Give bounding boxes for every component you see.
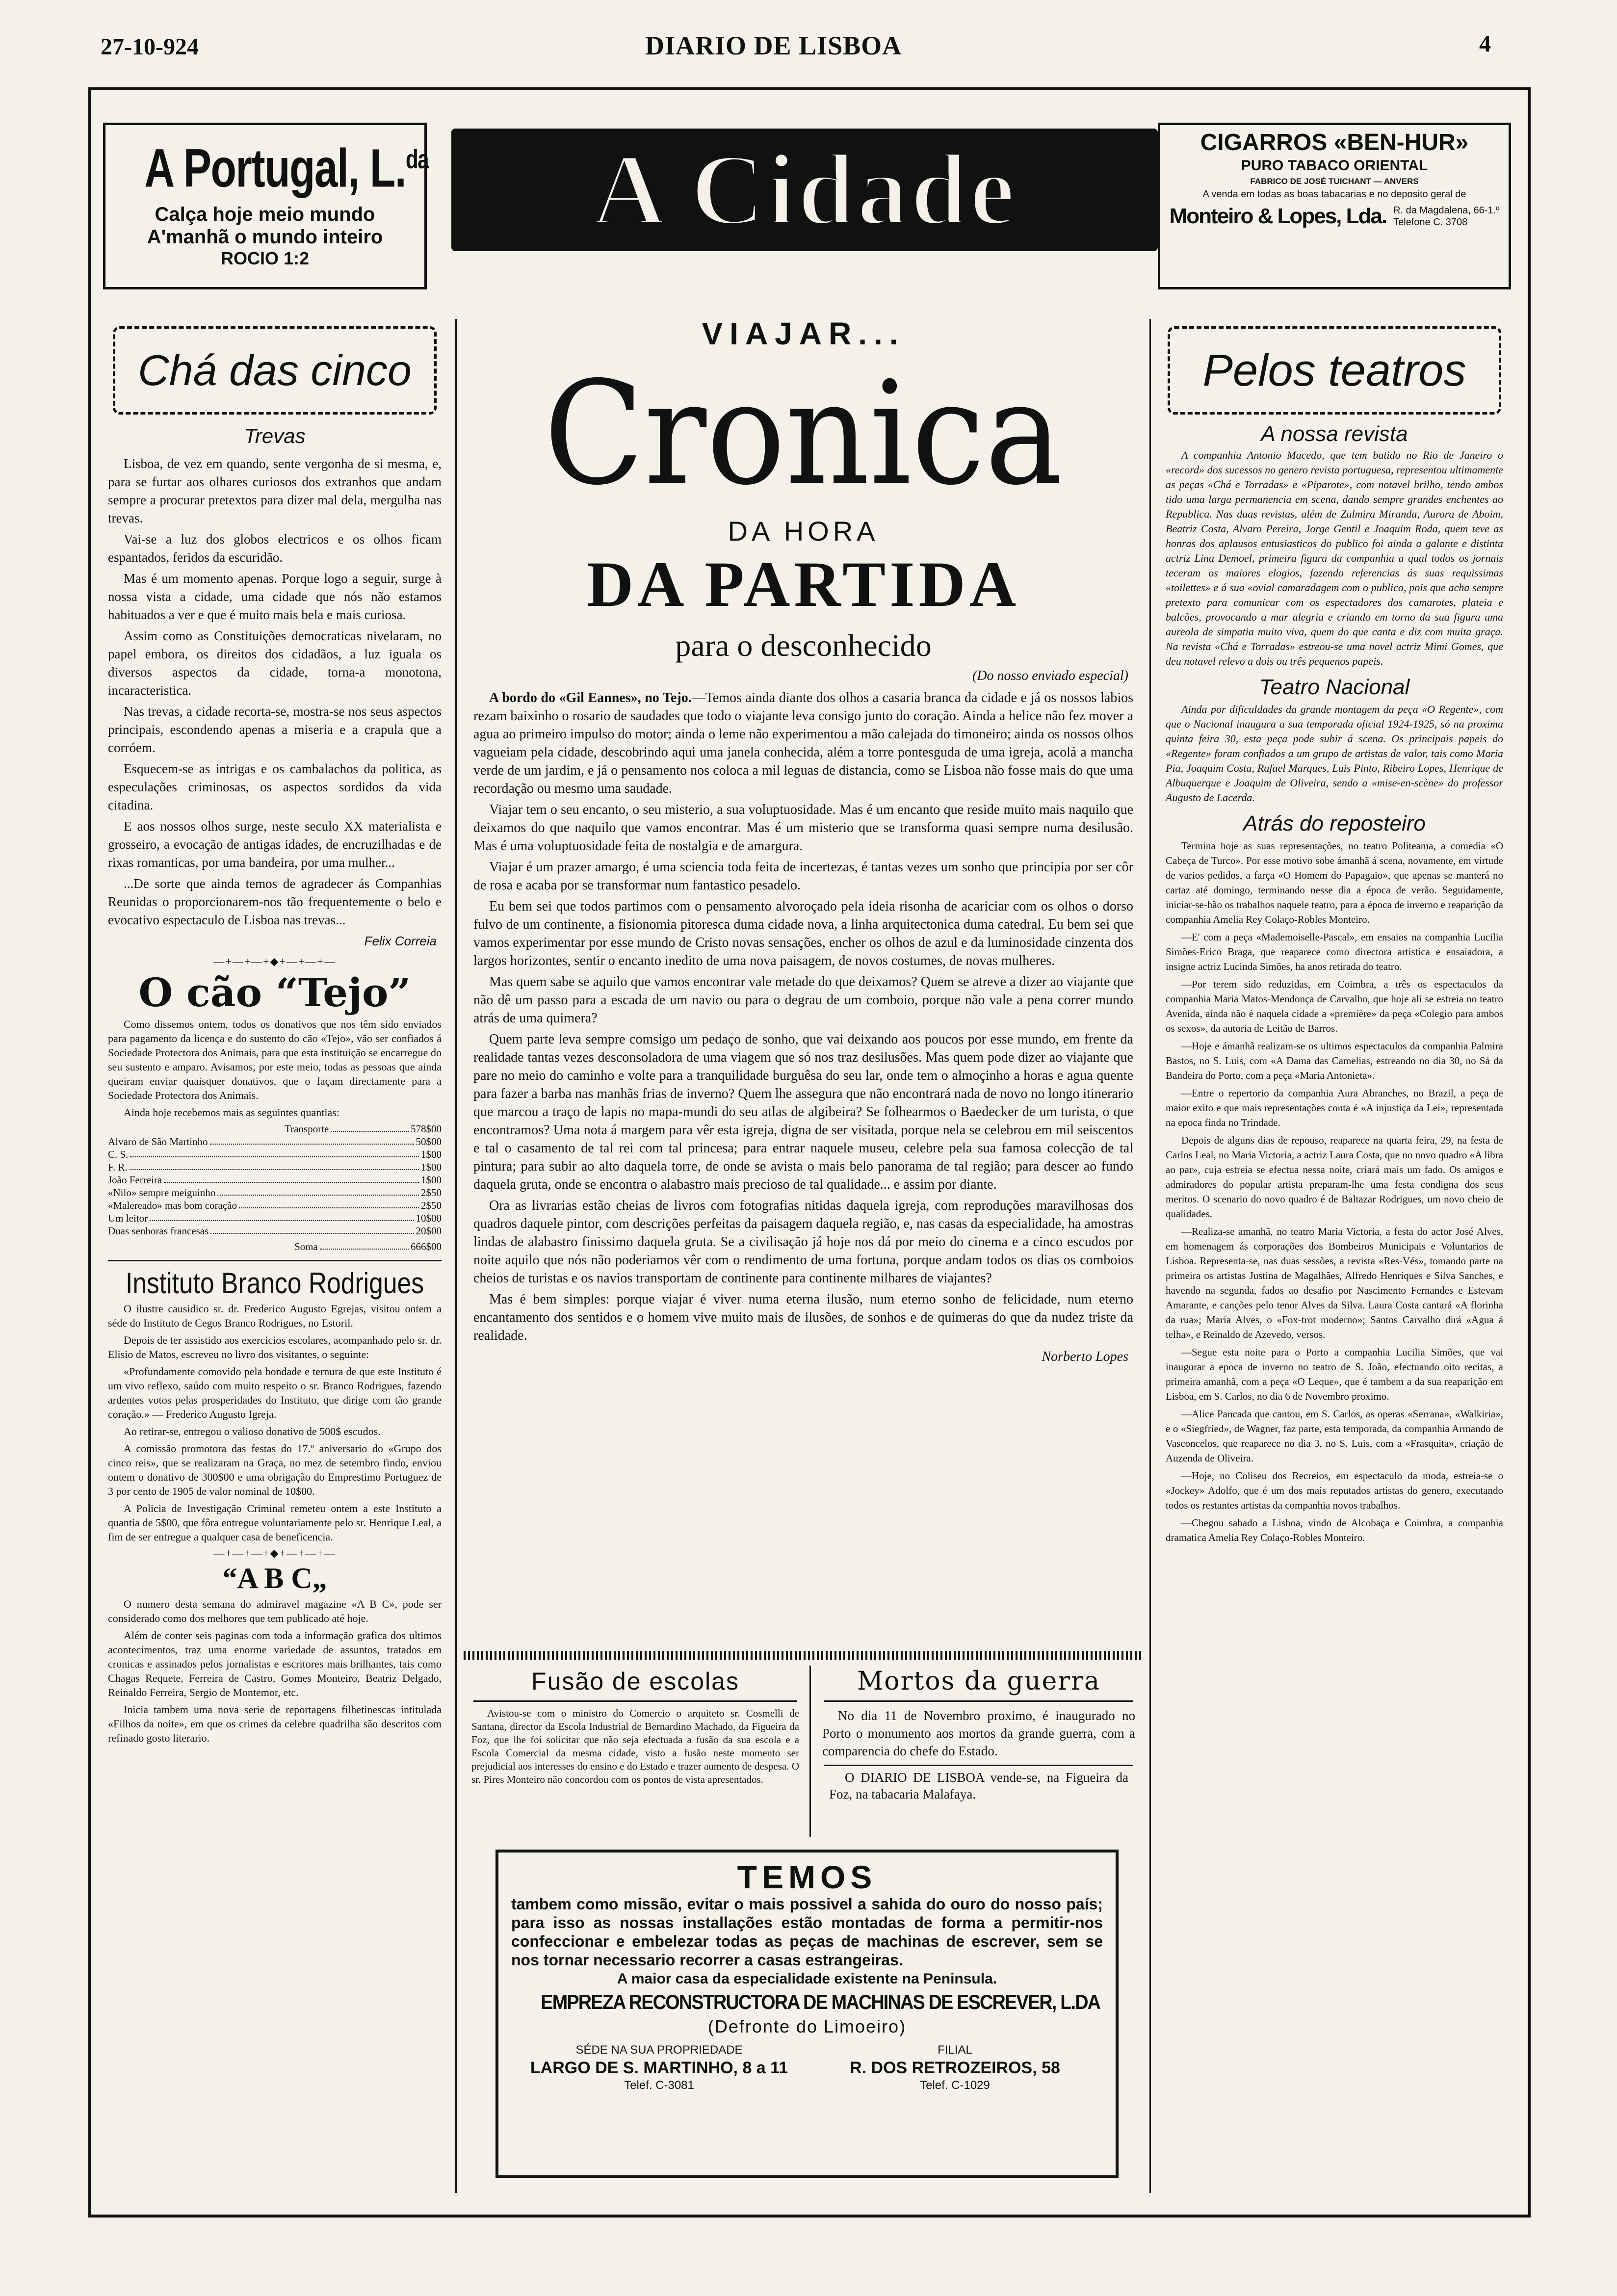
cha-signature: Felix Correia	[364, 934, 437, 948]
cronica-paragraph: Mas quem sabe se aquilo que vamos encontrar vale metade do que deixamos? Quem se atreve a dizer ao viajante que não dê um passo para a escada de um navio ou para o degrau de um comboio, porque não vale a pena correr mundo atrás de uma quimera?	[473, 974, 1133, 1026]
cha-section-title: Chá das cinco	[138, 346, 412, 394]
cha-paragraph: Assim como as Constituições democraticas nivelaram, no papel embora, os direitos dos cidadãos, a luz iguala os diversos aspectos da cidade, torna-a monotona, incaracteristica.	[108, 628, 442, 698]
cao-row-label: F. R.	[108, 1161, 128, 1173]
temos-left-phone: Telef. C-3081	[624, 2079, 694, 2092]
reposteiro-paragraph: —Alice Pancada que cantou, em S. Carlos, as operas «Serrana», «Walkiria», e o «Siegfried», de Wagner, faz parte, esta temporada, da companhia Armando de Vasconcelos, que reaparece no dia 3, no S. Luis, com a «Frasquita», criação de Auzenda de Oliveira.	[1166, 1408, 1503, 1464]
section-divider: —+—+—+◆+—+—+—	[213, 955, 336, 967]
cronica-signature: Norberto Lopes	[1042, 1349, 1128, 1364]
cao-row-label: Transporte	[285, 1123, 329, 1135]
cao-total-amount: 666$00	[411, 1241, 442, 1252]
cao-row-label: C. S.	[108, 1148, 129, 1160]
cao-row-label: João Ferreira	[108, 1174, 162, 1186]
cao-row-label: Duas senhoras francesas	[108, 1225, 209, 1237]
temos-text: tambem como missão, evitar o mais possivel a sahida do ouro do nosso país; para isso as nossas installações estão montadas de forma a permitir-nos confeccionar e embelezar todas as peças de machinas de escrever, sem se nos tornar necessario recorrer a casas estrangeiras.	[511, 1895, 1103, 1969]
cao-intro2: Ainda hoje recebemos mais as seguintes quantias:	[124, 1106, 339, 1119]
reposteiro-paragraph: Termina hoje as suas representações, no teatro Politeama, a comedia «O Cabeça de Turco». Por esse motivo sobe ámanhã á scena, novamente, em virtude de varios pedidos, a farça «O Homem do Papagaio», que apenas se manterá no cartaz até domingo, terminando nesse dia a época de verão. Seguidamente, iniciar-se-hão os trabalhos naquele teatro, para a época de inverno e reaparição da companhia Amelia Rey Colaço-Robles Monteiro.	[1166, 840, 1503, 925]
ad-cigarros-sale: A venda em todas as boas tabacarias e no deposito geral de	[1202, 189, 1466, 200]
cronica-line4: para o desconhecido	[675, 628, 932, 663]
page-date: 27-10-924	[101, 34, 199, 60]
cao-row-amount: 1$00	[421, 1161, 442, 1173]
ad-cigarros-title: CIGARROS «BEN-HUR»	[1200, 130, 1469, 156]
reposteiro-paragraph: —Hoje, no Coliseu dos Recreios, em espectaculo da moda, estreia-se o «Jockey» Adolfo, que é um dos mais reputados artistas do genero, executando todos os restantes artistas da companhia novos trabalhos.	[1166, 1470, 1503, 1511]
cao-row	[108, 1186, 442, 1199]
abc-title: “A B C„	[222, 1562, 327, 1594]
column-rule-left	[455, 319, 457, 2193]
ad-portugal-line2: A'manhã o mundo inteiro	[147, 226, 383, 248]
instituto-paragraph: Depois de ter assistido aos exercicios escolares, acompanhado pelo sr. dr. Elisio de Matos, escreveu no livro dos visitantes, o seguinte:	[108, 1334, 442, 1360]
abc-paragraph: Inicia tambem uma nova serie de reportagens filhetinescas intitulada «Filhos da noite», em que os crimes da celebre quadrilha são descritos com refinado gosto literario.	[108, 1703, 442, 1744]
mortos-article	[814, 1664, 1143, 1802]
temos-right-block	[807, 2043, 1103, 2093]
temos-ad	[496, 1850, 1119, 2178]
section-divider: —+—+—+◆+—+—+—	[213, 1547, 336, 1559]
fusao-rule	[473, 1700, 797, 1702]
cao-total-row	[108, 1240, 442, 1253]
reposteiro-paragraph: Depois de alguns dias de repouso, reaparece na quarta feira, 29, na festa de Carlos Leal, no Maria Victoria, a actriz Laura Costa, que no novo quadro «A libra ao par», cuja estreia se efectua nessa noite, criará mais um fado. Os amigos e admiradores do popular artista preparam-lhe uma festa condigna dos seus meritos. O scenario do novo quadro é de Baltazar Rodrigues, um novo cheio de qualidades.	[1166, 1134, 1503, 1220]
hatched-rule	[464, 1651, 1143, 1660]
fusao-title: Fusão de escolas	[531, 1668, 739, 1695]
cronica-article	[464, 314, 1143, 1371]
section-rule	[108, 1260, 442, 1261]
cronica-credit: (Do nosso enviado especial)	[972, 668, 1128, 683]
reposteiro-paragraph: —E' com a peça «Mademoiselle-Pascal», em ensaios na companhia Lucilia Simões-Erico Braga, que reaparece como directora artistica e ensaiadora, a insigne actriz Lucinda Simões, ha anos retirada do teatro.	[1166, 931, 1503, 972]
cao-row-amount: 2$50	[421, 1200, 442, 1211]
cronica-paragraph: Quem parte leva sempre comsigo um pedaço de sonho, que vai deixando aos poucos por esse mundo, em frente da realidade tantas vezes desconsoladora de uma viagem que só nos traz desilusões. Mas quem pode dizer ao viajante que pare no meio do caminho e volte para a tranquilidade burguêsa do seu lar, onde tem o almoçinho a horas e agua quente para fazer a barba nas manhãs frias de inverno? Quem lhe assegura que não encontrará nada de novo no longo itinerario que marcou a traço de lapis no mapa-mundi do seu atlas de algibeira? Se folhearmos o Baedecker de um turista, o que encontramos? Uma nota á margem para vêr esta igreja, digna de ser visitada, porque nela se celebrou em mil seiscentos e tal o casamento de tal rei com tal princesa; para entrar naquele museu, celebre pela sua famosa colecção de tal pintura; para subir ao alto daquela torre, de onde se avista o mais belo panorama de tal região; para descer ao fundo daquela gruta, onde se encontra o alabastro mais precioso de tal qualidade... e assim por diante.	[473, 1032, 1133, 1192]
temos-title: TEMOS	[737, 1859, 877, 1895]
cronica-paragraph: Eu bem sei que todos partimos com o pensamento alvoroçado pela ideia risonha de acariciar com os olhos o dorso fulvo de um continente, a fisionomia pitoresca duma cidade nova, a linha arquitectonica duma catedral. Eu bem sei que vamos experimentar por esse mundo de Cristo novas sensações, encher os olhos de azul e da luminosidade cinzenta dos largos horizontes, sentir o encanto inedito de uma nova paisagem, de novos costumes, de novas mulheres.	[473, 899, 1133, 968]
cao-row-label: Um leitor	[108, 1212, 148, 1224]
cao-row	[108, 1174, 442, 1186]
cronica-line2: DA HORA	[728, 516, 879, 547]
cronica-paragraph: Viajar tem o seu encanto, o seu misterio, a sua voluptuosidade. Mas é um encanto que reside muito mais naquilo que deixamos do que naquilo que vamos encontrar. Mas é um misterio que se transforma quasi sempre numa desilusão. Mas é uma voluptuosidade feita de nostalgia e de amargura.	[473, 802, 1133, 854]
cao-row-label: «Malereado» mas bom coração	[108, 1200, 237, 1211]
cao-row-amount: 10$00	[416, 1212, 442, 1224]
temos-company: EMPREZA RECONSTRUCTORA DE MACHINAS DE ESCREVER, L.DA	[541, 1990, 1100, 2013]
ad-cigarros	[1158, 123, 1511, 289]
teatros-section-box	[1168, 326, 1501, 415]
cronica-paragraph-lead	[473, 689, 1133, 798]
reposteiro-paragraph: —Entre o repertorio da companhia Aura Abranches, no Brazil, a peça de maior exito e que mais representações conta é «A injustiça da Lei», representada na epoca finda no Trindade.	[1166, 1087, 1503, 1128]
ad-portugal-name: A Portugal, L.	[144, 138, 406, 199]
reposteiro-title: Atrás do reposteiro	[1243, 811, 1426, 835]
temos-right-address: R. DOS RETROZEIROS, 58	[850, 2059, 1060, 2077]
instituto-paragraph: A comissão promotora das festas do 17.º aniversario do «Grupo dos cinco reis», que se realizaram na Graça, no mez de setembro findo, enviou ontem o donativo de 300$00 e uma obrigação do Emprestimo Portuguez de 3 por cento de 1905 de valor nominal de 10$00.	[108, 1442, 442, 1497]
masthead-title: A Cidade	[592, 133, 1017, 247]
ad-portugal	[103, 123, 427, 289]
cao-row	[108, 1199, 442, 1212]
instituto-paragraph: A Policia de Investigação Criminal remeteu ontem a este Instituto a quantia de 5$00, que fôra entregue voluntariamente pelo sr. Henrique Leal, a fim de ser entregue a qualquer casa de beneficencia.	[108, 1502, 442, 1543]
abc-paragraph: O numero desta semana do admiravel magazine «A B C», pode ser considerado como dos melhores que tem publicado até hoje.	[108, 1598, 442, 1624]
cao-total-label: Soma	[294, 1241, 318, 1252]
reposteiro-body	[1158, 838, 1511, 1545]
cha-paragraph: ...De sorte que ainda temos de agradecer ás Companhias Reunidas o proporcionarem-nos tão frequentemente o belo e evocativo espectaculo de Lisboa nas trevas...	[108, 876, 442, 927]
temos-left-label: SÉDE NA SUA PROPRIEDADE	[575, 2043, 743, 2057]
ad-portugal-line1: Calça hoje meio mundo	[155, 203, 375, 225]
cao-row-amount: 20$00	[416, 1225, 442, 1237]
revista-text: A companhia Antonio Macedo, que tem batido no Rio de Janeiro o «record» dos sucessos no genero revista portuguesa, representou ultimamente as peças «Chá e Torradas» e «Piparote», com notavel brilho, tendo ambos tido uma larga permanencia em scena, dando sempre grandes enchentes ao Republica. Nas duas revistas, além de Zulmira Miranda, Aurora de Aboim, Beatriz Costa, Alvaro Pereira, Jorge Gentil e Joaquim Roda, quem teve as honras dos aplausos entusiasticos do publico foi ainda a galante e distinta actriz Lina Demoel, primeira figura da companhia a qual todos os jornais teceram os maiores elogios, fazendo referencias ás suas requissimas «toilettes» e á sua «ovial camaradagem com o publico, pois que acha sempre pretexto para comunicar com os espectadores dos camarotes, plateia e balcões, provocando a mar alegria e criando em torno da sua figura uma aureola de simpatia muito viva, quem do que canta e diz com muita graça. Na revista «Chá e Torradas» estreou-se uma novel actriz Mimi Gomes, que deu notavel relevo a dois ou três pequenos papeis.	[1166, 449, 1503, 667]
nacional-text: Ainda por dificuldades da grande montagem da peça «O Regente», com que o Nacional inaugura a sua temporada oficial 1924-1925, só na proxima quinta feira 30, esta peça pode subir á scena. Os principais papeis do «Regente» foram confiados a um grupo de artistas de valor, tais como Maria Pia, Joaquim Costa, Rafael Marques, Luis Pinto, Ribeiro Lopes, Henrique de Albuquerque e Joaquim de Oliveira, sendo a «mise-en-scène» do professor Augusto de Lacerda.	[1166, 703, 1503, 804]
cronica-paragraph: Mas é bem simples: porque viajar é viver numa eterna ilusão, num eterno sonho de felicidade, num eterno encantamento dos sentidos e o homem vive muito mais de ilusões, de sonhos e de quimeras do que da nudez triste da realidade.	[473, 1292, 1133, 1343]
cronica-title: Cronica	[544, 351, 1063, 517]
newspaper-title: DIARIO DE LISBOA	[645, 31, 902, 60]
ad-cigarros-subtitle: PURO TABACO ORIENTAL	[1241, 157, 1428, 174]
cha-paragraph: Lisboa, de vez em quando, sente vergonha de si mesma, e, para se furtar aos olhares curiosos dos extranhos que andam sempre a procurar pretextos para dizer mal dela, mergulha nas trevas.	[108, 456, 442, 525]
temos-left-address: LARGO DE S. MARTINHO, 8 a 11	[530, 2059, 788, 2077]
temos-left-block	[511, 2043, 807, 2093]
mortos-rule-2	[824, 1765, 1133, 1766]
reposteiro-paragraph: —Chegou sabado a Lisboa, vindo de Alcobaça e Coimbra, a companhia dramatica Amelia Rey Colaço-Robles Monteiro.	[1166, 1517, 1503, 1543]
cronica-paragraph: Viajar é um prazer amargo, é uma sciencia toda feita de incertezas, é tantas vezes um sonho que principia por ser côr de rosa e acaba por se transformar num fantastico pesadelo.	[473, 860, 1133, 893]
reposteiro-paragraph: —Hoje e ámanhã realizam-se os ultimos espectaculos da companhia Palmira Bastos, no S. Luis, com «A Dama das Camelias, estreando no dia 30, no Sá da Bandeira do Porto, com a peça «Maria Antonieta».	[1166, 1040, 1503, 1081]
cao-title: O cão “Tejo”	[138, 969, 411, 1016]
cao-row-label: «Nilo» sempre meiguinho	[108, 1187, 216, 1199]
cao-table	[108, 1122, 442, 1253]
ad-portugal-name-sup: da	[405, 145, 429, 174]
cha-article-body	[98, 455, 451, 950]
temos-right-label: FILIAL	[938, 2043, 972, 2057]
cao-row-amount: 578$00	[411, 1123, 442, 1135]
mortos-title: Mortos da guerra	[857, 1667, 1100, 1696]
ad-cigarros-maker: FABRICO DE JOSÉ TUICHANT — ANVERS	[1250, 177, 1419, 186]
cao-body	[98, 1017, 451, 1253]
right-column	[1158, 326, 1511, 1548]
cha-paragraph: Esquecem-se as intrigas e os cambalachos da politica, as especulações criminosas, os aspectos sordidos da vida citadina.	[108, 761, 442, 812]
masthead-banner	[451, 129, 1158, 251]
cao-row	[108, 1161, 442, 1174]
cao-row	[108, 1212, 442, 1225]
revista-title: A nossa revista	[1261, 422, 1408, 446]
temos-subline: A maior casa da especialidade existente na Peninsula.	[617, 1971, 997, 1987]
ad-portugal-address: ROCIO 1:2	[220, 248, 310, 268]
fusao-article	[464, 1664, 807, 1786]
reposteiro-paragraph: —Realiza-se amanhã, no teatro Maria Victoria, a festa do actor José Alves, em homenagem ás corporações dos Bombeiros Municipais e Voluntarios de Lisboa. Representa-se, nas duas sessões, a revista «Res-Vés», tomando parte na primeira os artistas Justina de Magalhães, Alfredo Henriques e Silva Sanches, e havendo na segunda, fados ao desafio por Nascimento Fernandes e Estevam Amarante, e canções pelo tenor Alves da Silva. Laura Costa cantará «A florinha da rua»; Maria Alves, o «Fox-trot moderno»; Santos Carvalho dirá «Agua á telha», e Reinaldo de Azevedo, versos.	[1166, 1226, 1503, 1340]
ad-cigarros-address: R. da Magdalena, 66-1.º	[1393, 205, 1500, 216]
fusao-mortos-divider	[809, 1666, 811, 1837]
page-number: 4	[1479, 31, 1491, 57]
cao-row-amount: 2$50	[421, 1187, 442, 1199]
instituto-paragraph: «Profundamente comovido pela bondade e ternura de que este Instituto é um vivo reflexo, saúdo com muito respeito o sr. Branco Rodrigues, fazendo ardentes votos pelas prosperidades do Instituto, que dirige com tão grande coração.» — Frederico Augusto Igreja.	[108, 1365, 442, 1420]
cha-article-title: Trevas	[244, 424, 306, 447]
cao-row	[108, 1135, 442, 1148]
cha-paragraph: Nas trevas, a cidade recorta-se, mostra-se nos seus aspectos principais, escondendo apenas a miseria e a crapula que a corróem.	[108, 704, 442, 755]
cha-section-box	[113, 326, 437, 415]
ad-cigarros-phone: Telefone C. 3708	[1393, 217, 1468, 228]
mortos-text: No dia 11 de Novembro proximo, é inaugurado no Porto o monumento aos mortos da grande guerra, com a comparencia do chefe do Estado.	[822, 1708, 1135, 1758]
fusao-text: Avistou-se com o ministro do Comercio o arquiteto sr. Cosmelli de Santana, director da Escola Industrial de Bernardino Machado, da Figueira da Foz, que lhe foi solicitar que não seja efectuada a fusão da sua escola e a Escola Comercial da mesma cidade, visto a fusão neste momento ser prejudicial aos interesses do ensino e do Estado e trazer aumento de despesa. O sr. Pires Monteiro não concordou com os pontos de vista apresentados.	[471, 1707, 799, 1785]
cronica-lead-text: —Temos ainda diante dos olhos a casaria branca da cidade e já os nossos labios rezam baixinho o rosario de saudades que todo o viajante leva consigo junto do coração. Ainda a helice não fez mover a agua ao primeiro impulso do motor; ainda o leme não experimentou a mão calejada do timoneiro; ainda os nossos olhos vagueiam pela cidade, descobrindo aqui uma janela conhecida, além a torre pontesguda de uma igreja, acolá a mancha verde de um jardim, e já o pensamento nos coloca a mil leguas de distancia, como se Lisboa não fosse mais do que uma recordação ou mesmo uma saudade.	[473, 690, 1133, 796]
abc-body	[98, 1597, 451, 1745]
cha-paragraph: Mas é um momento apenas. Porque logo a seguir, surge à nossa vista a cidade, uma cidade que nós não estamos habituados a ver e que é muito mais bela e mais curiosa.	[108, 571, 442, 622]
cronica-kicker: VIAJAR...	[702, 316, 905, 351]
cronica-lead-bold: A bordo do «Gil Eannes», no Tejo.	[489, 690, 692, 705]
abc-paragraph: Além de conter seis paginas com toda a informação grafica dos ultimos acontecimentos, traz uma enorme variedade de assuntos, tratados em cronicas e assinados pelos jornalistas e escritores mais brilhantes, tais como Chagas Requete, Ferreira de Castro, Gomes Monteiro, Beatriz Delgado, Reinaldo Ferreira, Sergio de Montemor, etc.	[108, 1629, 442, 1698]
instituto-paragraph: O ilustre causidico sr. dr. Frederico Augusto Egrejas, visitou ontem a séde do Instituto de Cegos Branco Rodrigues, no Estoril.	[108, 1303, 442, 1329]
teatros-section-title: Pelos teatros	[1202, 345, 1466, 395]
mortos-rule	[824, 1700, 1133, 1702]
cronica-paragraph: Ora as livrarias estão cheias de livros com fotografias nitidas daquela igreja, com reproduções maravilhosas dos quadros daquele pintor, com descrições perfeitas da paisagem daquela região, e, nas casas da especialidade, ha amostras lindas de alabastro finissimo daquela gruta. Se a civilisação já hoje nos dá por meio do cinema e a cinco escudos por noite aquilo que nós não poderiamos vêr com o rendimento de uma fortuna, porque andam todos os dias os comboios cheios de turistas e os navios transportam de continente para continente milhares de viajantes?	[473, 1198, 1133, 1286]
reposteiro-paragraph: —Segue esta noite para o Porto a companhia Lucilia Simões, que vai inaugurar a epoca de inverno no teatro de S. João, efectuando oito recitas, a primeira amanhã, com a peça «O Leque», que é tambem a da sua reaparição em Lisboa, em S. Carlos, no dia 6 de Novembro proximo.	[1166, 1346, 1503, 1402]
column-rule-right	[1149, 319, 1151, 2193]
cao-row	[108, 1122, 442, 1135]
instituto-paragraph: Ao retirar-se, entregou o valioso donativo de 500$ escudos.	[124, 1425, 381, 1437]
cao-row	[108, 1148, 442, 1161]
cha-paragraph: E aos nossos olhos surge, neste seculo XX materialista e grosseiro, a evocação de antigas idades, de encruzilhadas e de rixas romanticas, por uma bandeira, por uma mulher...	[108, 819, 442, 870]
temos-location: (Defronte do Limoeiro)	[707, 2016, 907, 2036]
nacional-title: Teatro Nacional	[1259, 675, 1410, 699]
cha-paragraph: Vai-se a luz dos globos electricos e os olhos ficam espantados, feridos da escuridão.	[108, 532, 442, 565]
cao-row	[108, 1225, 442, 1237]
mortos-notice: O DIARIO DE LISBOA vende-se, na Figueira da Foz, na tabacaria Malafaya.	[829, 1770, 1128, 1801]
cronica-body	[464, 689, 1143, 1366]
instituto-title: Instituto Branco Rodrigues	[125, 1267, 424, 1300]
cronica-line3: DA PARTIDA	[586, 548, 1020, 620]
left-column	[98, 326, 451, 1748]
cao-row-amount: 1$00	[421, 1174, 442, 1186]
temos-right-phone: Telef. C-1029	[920, 2079, 990, 2092]
cao-row-amount: 50$00	[416, 1136, 442, 1148]
cao-row-label: Alvaro de São Martinho	[108, 1136, 208, 1148]
ad-cigarros-company: Monteiro & Lopes, Lda.	[1169, 204, 1387, 228]
cao-intro: Como dissemos ontem, todos os donativos que nos têm sido enviados para pagamento da licença e do sustento do cão «Tejo», vão ser confiados á Sociedade Protectora dos Animais, para que esta instituição se encarregue do seu sustento e amparo. Avisamos, por este meio, todas as pessoas que ainda queiram enviar quaisquer donativos, que o façam directamente para a Sociedade Protectora dos Animais.	[108, 1018, 442, 1101]
instituto-body	[98, 1302, 451, 1544]
cao-row-amount: 1$00	[421, 1148, 442, 1160]
reposteiro-paragraph: —Por terem sido reduzidas, em Coimbra, a três os espectaculos da companhia Maria Matos-Mendonça de Carvalho, que hoje ali se estreia no teatro Avenida, ainda não é naquela cidade a «première» da peça «Colegio para ambos os sexos», da autoria de Leitão de Barros.	[1166, 978, 1503, 1034]
